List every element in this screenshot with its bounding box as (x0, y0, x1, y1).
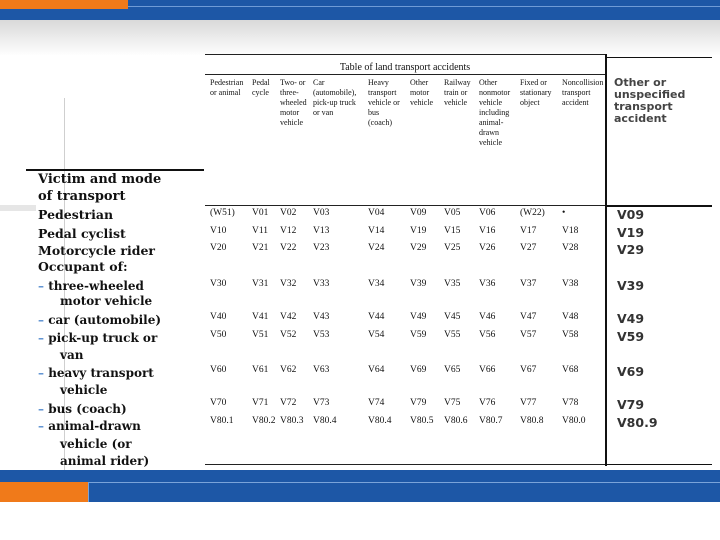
table-right-separator (605, 54, 607, 466)
table-cell: V03 (313, 208, 330, 218)
table-title-rule (205, 74, 605, 75)
column-header-line: transport (562, 88, 591, 97)
column-header-line: drawn (479, 128, 499, 137)
column-header (520, 78, 552, 108)
table-cell: V41 (252, 312, 269, 322)
table-cell: V56 (479, 330, 496, 340)
table-cell: V71 (252, 398, 269, 408)
column-header-line: Heavy (368, 78, 389, 87)
row-label (60, 454, 149, 469)
table-cell: V76 (479, 398, 496, 408)
table-cell: V57 (520, 330, 537, 340)
column-header (479, 78, 510, 148)
table-cell: V49 (410, 312, 427, 322)
column-header-line: pick-up truck (313, 98, 356, 107)
table-cell: V25 (444, 243, 461, 253)
column-header-line: Other (410, 78, 429, 87)
table-cell: V48 (562, 312, 579, 322)
dash-marker: – (38, 331, 49, 345)
table-cell: V80.1 (210, 416, 234, 426)
table-cell: V28 (562, 243, 579, 253)
column-header-line: vehicle or (368, 98, 400, 107)
table-cell: V31 (252, 279, 269, 289)
table-cell: V20 (210, 243, 227, 253)
table-cell: V75 (444, 398, 461, 408)
column-header-line: stationary (520, 88, 552, 97)
header-gradient (0, 20, 720, 56)
slide-bottom-banner (0, 470, 720, 502)
row-label (38, 419, 141, 434)
column-header-line: (coach) (368, 118, 392, 127)
table-cell: (W51) (210, 208, 235, 218)
right-code: V80.9 (617, 415, 658, 430)
right-column-header (614, 77, 685, 125)
dash-marker: – (38, 366, 49, 380)
table-cell: V79 (410, 398, 427, 408)
dash-marker: – (38, 279, 49, 293)
table-cell: V66 (479, 365, 496, 375)
column-header-line: motor (280, 108, 300, 117)
column-header-line: transport (368, 88, 397, 97)
row-label-text: Pedal cyclist (38, 226, 126, 241)
right-panel-top-rule (607, 57, 712, 58)
table-header-rule (205, 205, 605, 206)
table-cell: V45 (444, 312, 461, 322)
column-header-line: (automobile), (313, 88, 357, 97)
table-cell: V46 (479, 312, 496, 322)
table-cell: V44 (368, 312, 385, 322)
column-header-line: animal- (479, 118, 504, 127)
table-cell: V72 (280, 398, 297, 408)
table-cell: V10 (210, 226, 227, 236)
right-code: V59 (617, 329, 645, 344)
table-cell: V69 (410, 365, 427, 375)
table-cell: V15 (444, 226, 461, 236)
row-label-text: Pedestrian (38, 207, 114, 222)
table-cell: V13 (313, 226, 330, 236)
table-cell: V16 (479, 226, 496, 236)
right-header-line: accident (614, 112, 667, 125)
column-header-line: Railway (444, 78, 471, 87)
row-label (38, 207, 113, 222)
right-header-line: unspecified (614, 88, 686, 101)
table-cell: V32 (280, 279, 297, 289)
table-top-rule (205, 54, 605, 55)
row-label-text: vehicle (60, 383, 108, 397)
table-cell: V80.5 (410, 416, 434, 426)
table-cell: V50 (210, 330, 227, 340)
table-cell: V68 (562, 365, 579, 375)
row-label-text: of transport (38, 189, 126, 204)
table-cell: V73 (313, 398, 330, 408)
table-cell: (W22) (520, 208, 545, 218)
right-panel-bottom-rule (607, 464, 712, 465)
table-cell: V04 (368, 208, 385, 218)
row-label-text: car (automobile) (48, 313, 162, 327)
column-header-line: Other (479, 78, 498, 87)
column-header-line: object (520, 98, 540, 107)
column-header (368, 78, 400, 128)
column-header (313, 78, 356, 118)
right-code: V79 (617, 397, 645, 412)
table-cell: V47 (520, 312, 537, 322)
column-header-line: vehicle (479, 98, 503, 107)
table-cell: V40 (210, 312, 227, 322)
table-cell: V18 (562, 226, 579, 236)
row-label (38, 189, 125, 204)
slide-top-banner (0, 0, 720, 20)
row-label-text: van (60, 348, 84, 362)
table-cell: V55 (444, 330, 461, 340)
table-cell: V70 (210, 398, 227, 408)
table-cell: V02 (280, 208, 297, 218)
column-header-line: Fixed or (520, 78, 547, 87)
table-cell: V39 (410, 279, 427, 289)
right-code: V09 (617, 207, 645, 222)
table-cell: V65 (444, 365, 461, 375)
table-cell: V43 (313, 312, 330, 322)
bottom-accent-divider (88, 482, 89, 502)
row-label (38, 279, 144, 294)
right-code: V49 (617, 311, 645, 326)
table-cell: V38 (562, 279, 579, 289)
column-header-line: or van (313, 108, 334, 117)
row-label-text: motor vehicle (60, 294, 153, 308)
row-label (38, 313, 161, 328)
row-label-text: Occupant of: (38, 259, 128, 274)
table-cell: V12 (280, 226, 297, 236)
table-cell: V62 (280, 365, 297, 375)
table-cell: V53 (313, 330, 330, 340)
table-cell: V34 (368, 279, 385, 289)
table-cell: V24 (368, 243, 385, 253)
table-cell: V09 (410, 208, 427, 218)
row-label-text: pick-up truck or (48, 331, 158, 345)
table-cell: V80.6 (444, 416, 468, 426)
table-cell: V80.4 (313, 416, 337, 426)
table-cell: V59 (410, 330, 427, 340)
table-cell: V74 (368, 398, 385, 408)
table-cell: V33 (313, 279, 330, 289)
column-header (210, 78, 243, 98)
table-bottom-rule (205, 464, 605, 465)
row-label-text: vehicle (or (60, 437, 132, 451)
row-label-text: Victim and mode (38, 172, 162, 187)
table-cell: V06 (479, 208, 496, 218)
row-label-text: three-wheeled (48, 279, 144, 293)
table-cell: V21 (252, 243, 269, 253)
table-cell: V80.3 (280, 416, 304, 426)
column-header (252, 78, 270, 98)
table-cell: V01 (252, 208, 269, 218)
right-code: V19 (617, 225, 645, 240)
row-label (38, 243, 155, 258)
table-cell: V37 (520, 279, 537, 289)
table-title: Table of land transport accidents (339, 62, 471, 73)
column-header-line: Pedestrian (210, 78, 244, 87)
bottom-accent-line (88, 482, 720, 483)
column-header-line: vehicle (444, 98, 468, 107)
table-cell: V60 (210, 365, 227, 375)
row-label (60, 348, 83, 363)
column-header-line: motor (410, 88, 430, 97)
column-header-line: Pedal (252, 78, 270, 87)
table-cell: V63 (313, 365, 330, 375)
column-header-line: wheeled (280, 98, 307, 107)
table-cell: V26 (479, 243, 496, 253)
table-cell: • (562, 208, 566, 218)
row-label (38, 259, 128, 274)
column-header-line: including (479, 108, 510, 117)
table-cell: V54 (368, 330, 385, 340)
table-cell: V05 (444, 208, 461, 218)
column-header-line: three- (280, 88, 299, 97)
top-orange-accent (0, 0, 128, 9)
row-label-text: heavy transport (48, 366, 154, 380)
row-label-text: Motorcycle rider (38, 243, 156, 258)
column-header-line: Car (313, 78, 325, 87)
table-cell: V22 (280, 243, 297, 253)
column-header-line: bus (368, 108, 380, 117)
row-label (38, 226, 126, 241)
column-header-line: nonmotor (479, 88, 511, 97)
top-accent-line (128, 6, 720, 7)
table-cell: V29 (410, 243, 427, 253)
right-code: V69 (617, 364, 645, 379)
table-cell: V14 (368, 226, 385, 236)
column-header-line: Two- or (280, 78, 306, 87)
table-cell: V61 (252, 365, 269, 375)
table-cell: V42 (280, 312, 297, 322)
column-header (410, 78, 433, 108)
column-header-line: or animal (210, 88, 241, 97)
table-cell: V67 (520, 365, 537, 375)
table-cell: V23 (313, 243, 330, 253)
right-code: V39 (617, 278, 645, 293)
table-cell: V27 (520, 243, 537, 253)
dash-marker: – (38, 402, 49, 416)
row-label (38, 402, 127, 417)
table-cell: V64 (368, 365, 385, 375)
column-header-line: vehicle (479, 138, 503, 147)
row-label (60, 294, 152, 309)
row-label-text: animal rider) (60, 454, 150, 468)
column-header (444, 78, 471, 108)
table-cell: V30 (210, 279, 227, 289)
row-label (60, 383, 107, 398)
column-header-line: train or (444, 88, 468, 97)
dash-marker: – (38, 313, 49, 327)
column-header-line: accident (562, 98, 589, 107)
dash-marker: – (38, 419, 49, 433)
right-header-line: transport (614, 100, 673, 113)
row-label (38, 331, 157, 346)
row-label (38, 172, 161, 187)
right-header-line: Other or (614, 76, 667, 89)
table-cell: V17 (520, 226, 537, 236)
table-cell: V80.0 (562, 416, 586, 426)
table-cell: V78 (562, 398, 579, 408)
table-cell: V80.8 (520, 416, 544, 426)
column-header-line: Noncollision (562, 78, 604, 87)
column-header (562, 78, 603, 108)
column-header-line: vehicle (410, 98, 434, 107)
table-cell: V11 (252, 226, 269, 236)
row-label-text: animal-drawn (48, 419, 141, 433)
row-label (60, 437, 132, 452)
table-cell: V77 (520, 398, 537, 408)
table-cell: V36 (479, 279, 496, 289)
row-label (38, 366, 154, 381)
table-cell: V80.7 (479, 416, 503, 426)
column-header-line: cycle (252, 88, 269, 97)
table-cell: V51 (252, 330, 269, 340)
table-cell: V80.2 (252, 416, 276, 426)
table-cell: V35 (444, 279, 461, 289)
table-cell: V80.4 (368, 416, 392, 426)
column-header-line: vehicle (280, 118, 304, 127)
table-cell: V58 (562, 330, 579, 340)
right-code: V29 (617, 242, 645, 257)
table-cell: V19 (410, 226, 427, 236)
bottom-orange-accent (0, 482, 88, 502)
column-header (280, 78, 307, 128)
row-label-text: bus (coach) (48, 402, 127, 416)
table-cell: V52 (280, 330, 297, 340)
